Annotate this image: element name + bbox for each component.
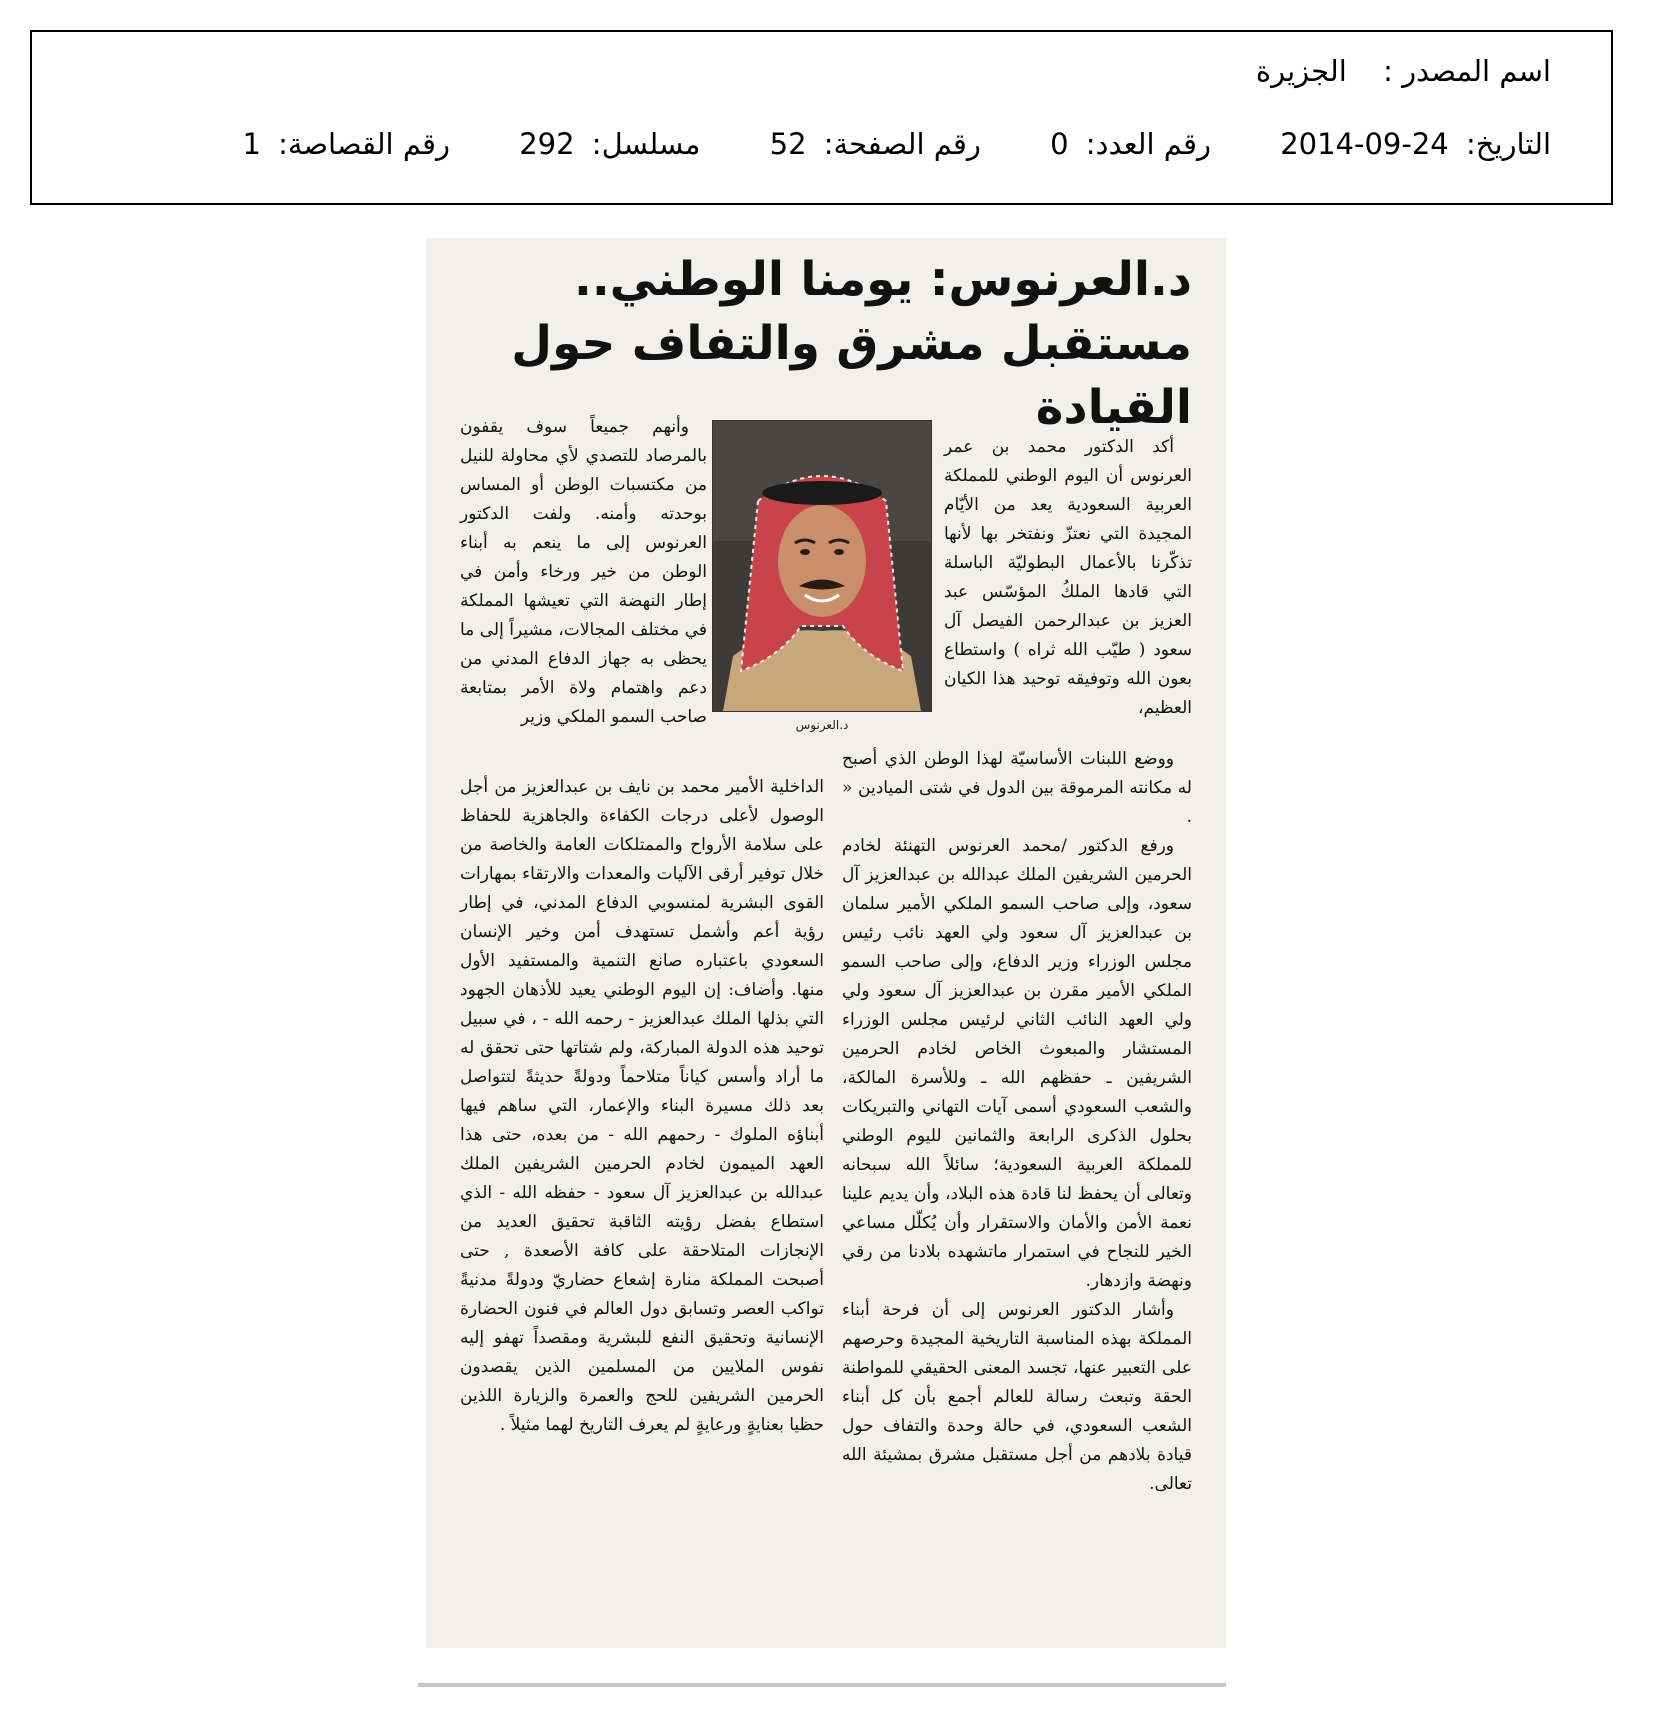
source-label: اسم المصدر : [1383,54,1551,88]
page-label: رقم الصفحة: [823,127,981,161]
clip-field [242,127,450,161]
page-field [770,127,981,161]
photo-caption: د.العرنوس [795,718,849,732]
article-column-right-top [944,433,1192,723]
date-value: 2014-09-24 [1280,127,1449,161]
source-row [1256,54,1551,88]
paragraph: ووضع اللبنات الأساسيّة لهذا الوطن الذي أصبح له مكانته المرموقة بين الدول في شتى الميادين « . [842,749,1192,827]
article-column-right-bottom [842,745,1192,1499]
serial-value: 292 [519,127,575,161]
issue-field [1050,127,1211,161]
date-field [1280,127,1551,161]
issue-value: 0 [1050,127,1069,161]
article-headline [452,248,1192,440]
serial-field [519,127,700,161]
metadata-row [242,127,1551,161]
article-column-left-top [460,413,707,732]
paragraph: أكد الدكتور محمد بن عمر العرنوس أن اليوم الوطني للمملكة العربية السعودية يعد من الأيّام المجيدة التي نعتزّ ونفتخر بها لأنها تذكّرنا بالأعمال البطوليّة الباسلة التي قادها الملكُ المؤسّس عبد العزيز بن عبدالرحمن الفيصل آل سعود ( طيّب الله ثراه ) واستطاع بعون الله وتوفيقه توحيد هذا الكيان العظيم، [944,437,1192,718]
date-label: التاريخ: [1465,127,1551,161]
issue-label: رقم العدد: [1085,127,1211,161]
headline-line-1: د.العرنوس: يومنا الوطني.. [574,252,1192,307]
source-info-box [30,30,1613,205]
bottom-divider [418,1683,1226,1687]
paragraph: الداخلية الأمير محمد بن نايف بن عبدالعزيز من أجل الوصول لأعلى درجات الكفاءة والجاهزية للحفاظ على سلامة الأرواح والممتلكات العامة والخاصة من خلال توفير أرقى الآليات والمعدات والارتقاء بمهارات القوى البشرية لمنسوبي الدفاع المدني، في إطار رؤية أعم وأشمل تستهدف أمن وخير الإنسان السعودي باعتباره صانع التنمية والمستفيد الأول منها. وأضاف: إن اليوم الوطني يعيد للأذهان الجهود التي بذلها الملك عبدالعزيز - رحمه الله - ، في سبيل توحيد هذه الدولة المباركة، ولم شتاتها حتى تحقق له ما أراد وأسس كياناً متلاحماً ودولةً حديثةً لتتواصل بعد ذلك مسيرة البناء والإعمار، التي ساهم فيها أبناؤه الملوك - رحمهم الله - من بعده، حتى هذا العهد الميمون لخادم الحرمين الشريفين الملك عبدالله بن عبدالعزيز آل سعود - حفظه الله - الذي استطاع بفضل رؤيته الثاقبة تحقيق العديد من الإنجازات المتلاحقة على كافة الأصعدة , حتى أصبحت المملكة منارة إشعاع حضاريّ ودولةً مدنيةً تواكب العصر وتسابق دول العالم في فنون الحضارة الإنسانية وتحقيق النفع للبشرية ومقصداً تهفو إليه نفوس الملايين من المسلمين الذين يقصدون الحرمين الشريفين للحج والعمرة والزيارة اللذين حظيا بعنايةٍ ورعايةٍ لم يعرف التاريخ لهما مثيلاً . [460,777,825,1435]
paragraph: ورفع الدكتور /محمد العرنوس التهنئة لخادم الحرمين الشريفين الملك عبدالله بن عبدالعزيز آل سعود، وإلى صاحب السمو الملكي الأمير سلمان بن عبدالعزيز آل سعود ولي العهد نائب رئيس مجلس الوزراء وزير الدفاع، وإلى صاحب السمو الملكي الأمير مقرن بن عبدالعزيز آل سعود ولي ولي العهد النائب الثاني لرئيس مجلس الوزراء المستشار والمبعوث الخاص لخادم الحرمين الشريفين ـ حفظهم الله ـ وللأسرة المالكة، والشعب السعودي أسمى آيات التهاني والتبريكات بحلول الذكرى الرابعة والثمانين لليوم الوطني للمملكة العربية السعودية؛ سائلاً الله سبحانه وتعالى أن يحفظ لنا قادة هذه البلاد، وأن يديم علينا نعمة الأمن والأمان والاستقرار وأن يُكلّل مساعي الخير للنجاح في استمرار ماتشهده بلادنا من رقي ونهضة وازدهار. [842,836,1192,1291]
clip-value: 1 [242,127,261,161]
source-value: الجزيرة [1255,54,1347,88]
headline-line-2: مستقبل مشرق والتفاف حول القيادة [511,316,1192,435]
paragraph: وأنهم جميعاً سوف يقفون بالمرصاد للتصدي لأي محاولة للنيل من مكتسبات الوطن أو المساس بوحدته وأمنه. ولفت الدكتور العرنوس إلى ما ينعم به أبناء الوطن من خير ورخاء وأمن في إطار النهضة التي تعيشها المملكة في مختلف المجالات، مشيراً إلى ما يحظى به جهاز الدفاع المدني من دعم واهتمام ولاة الأمر بمتابعة صاحب السمو الملكي وزير [460,417,707,727]
newspaper-clipping [426,238,1226,1648]
serial-label: مسلسل: [591,127,701,161]
portrait-photo [712,420,932,712]
paragraph: وأشار الدكتور العرنوس إلى أن فرحة أبناء المملكة بهذه المناسبة التاريخية المجيدة وحرصهم على التعبير عنها، تجسد المعنى الحقيقي للمواطنة الحقة وتبعث رسالة للعالم أجمع بأن كل أبناء الشعب السعودي، في حالة وحدة والتفاف حول قيادة بلادهم من أجل مستقبل مشرق بمشيئة الله تعالى. [842,1300,1192,1494]
article-column-left-bottom [460,773,824,1440]
page-value: 52 [769,127,807,161]
clip-label: رقم القصاصة: [278,127,450,161]
